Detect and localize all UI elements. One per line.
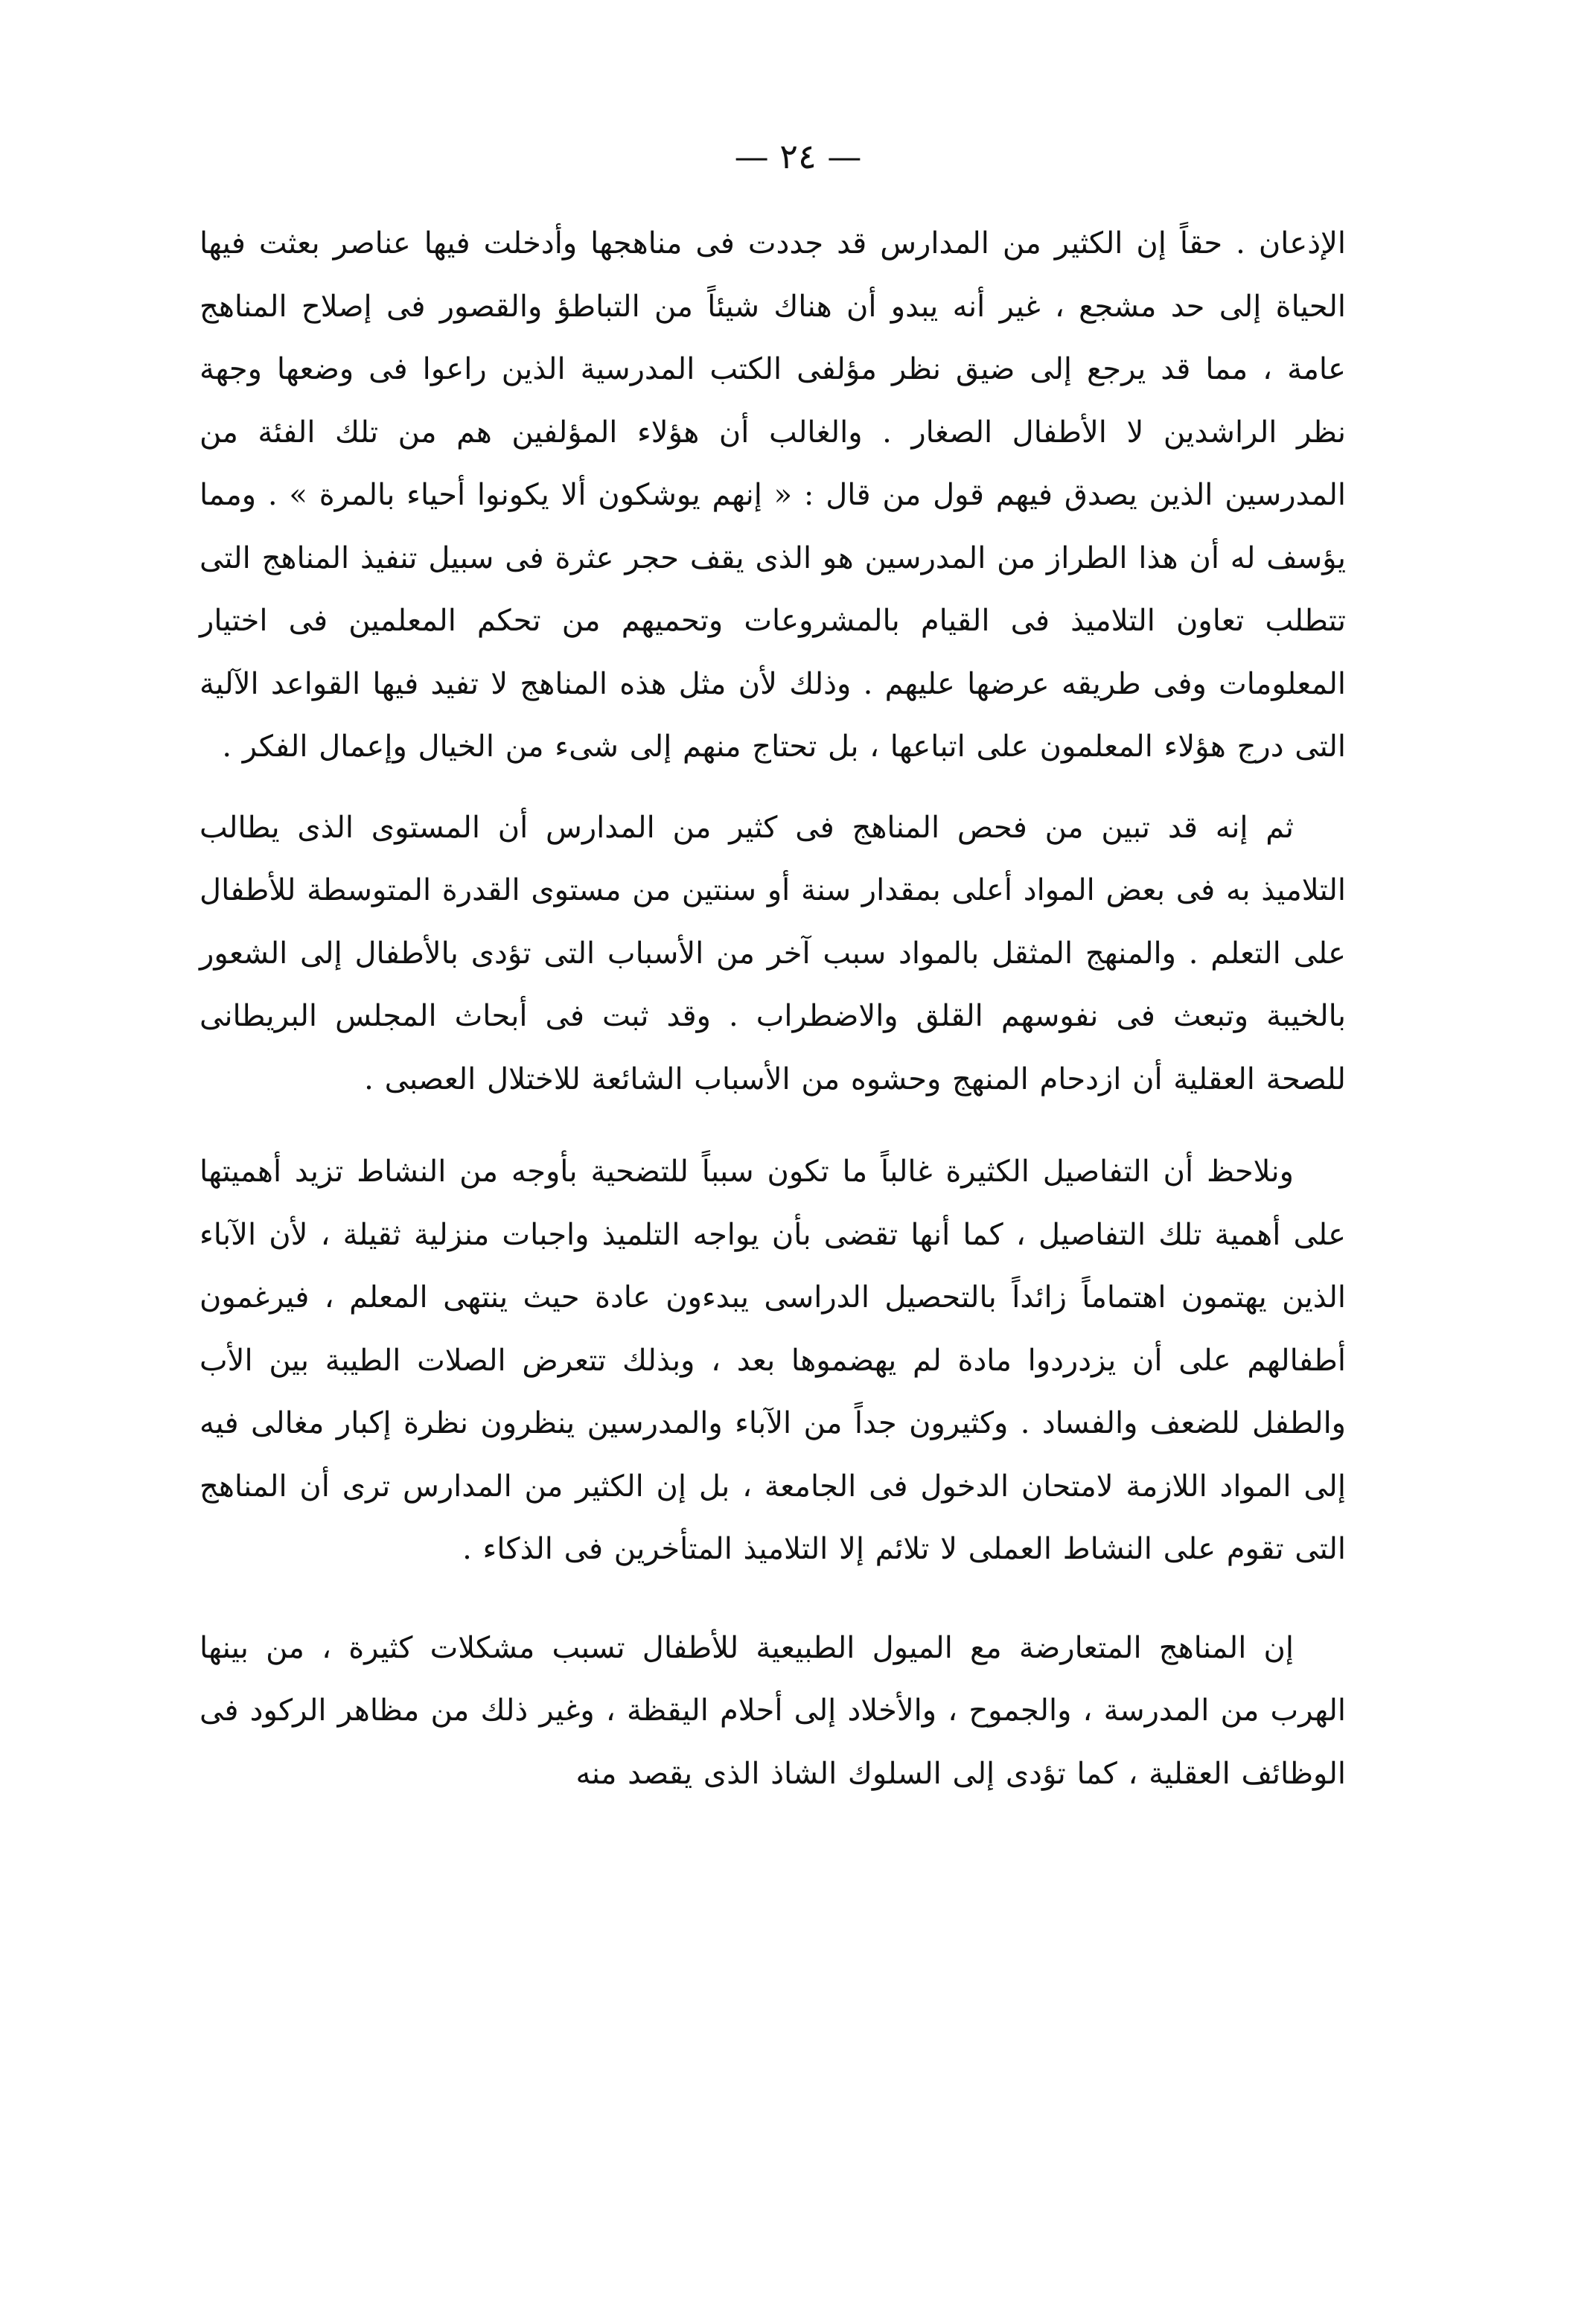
paragraph-4: إن المناهج المتعارضة مع الميول الطبيعية للأطفال تسبب مشكلات كثيرة ، من بينها الهرب من المدرسة ، والجموح ، والأخلاد إلى أحلام اليقظة ، وغير ذلك من مظاهر الركود فى الوظائف العقلية ، كما تؤدى إلى السلوك الشاذ الذى يقصد منه	[200, 1630, 1346, 1791]
body-text	[200, 212, 1346, 1805]
paragraph-2: ثم إنه قد تبين من فحص المناهج فى كثير من المدارس أن المستوى الذى يطالب التلاميذ به فى بعض المواد أعلى بمقدار سنة أو سنتين من مستوى القدرة المتوسطة للأطفال على التعلم . والمنهج المثقل بالمواد سبب آخر من الأسباب التى تؤدى بالأطفال إلى الشعور بالخيبة وتبعث فى نفوسهم القلق والاضطراب . وقد ثبت فى أبحاث المجلس البريطانى للصحة العقلية أن ازدحام المنهج وحشوه من الأسباب الشائعة للاختلال العصبى .	[200, 810, 1347, 1096]
paragraph-3: ونلاحظ أن التفاصيل الكثيرة غالباً ما تكون سبباً للتضحية بأوجه من النشاط تزيد أهميتها على أهمية تلك التفاصيل ، كما أنها تقضى بأن يواجه التلميذ واجبات منزلية ثقيلة ، لأن الآباء الذين يهتمون اهتماماً زائداً بالتحصيل الدراسى يبدءون عادة حيث ينتهى المعلم ، فيرغمون أطفالهم على أن يزدردوا مادة لم يهضموها بعد ، وبذلك تتعرض الصلات الطيبة بين الأب والطفل للضعف والفساد . وكثيرون جداً من الآباء والمدرسين ينظرون نظرة إكبار مغالى فيه إلى المواد اللازمة لامتحان الدخول فى الجامعة ، بل إن الكثير من المدارس ترى أن المناهج التى تقوم على النشاط العملى لا تلائم إلا التلاميذ المتأخرين فى الذكاء .	[200, 1155, 1346, 1566]
paragraph-1: الإذعان . حقاً إن الكثير من المدارس قد جددت فى مناهجها وأدخلت فيها عناصر بعثت فيها الحياة إلى حد مشجع ، غير أنه يبدو أن هناك شيئاً من التباطؤ والقصور فى إصلاح المناهج عامة ، مما قد يرجع إلى ضيق نظر مؤلفى الكتب المدرسية الذين راعوا فى وضعها وجهة نظر الراشدين لا الأطفال الصغار . والغالب أن هؤلاء المؤلفين هم من تلك الفئة من المدرسين الذين يصدق فيهم قول من قال : « إنهم يوشكون ألا يكونوا أحياء بالمرة » . ومما يؤسف له أن هذا الطراز من المدرسين هو الذى يقف حجر عثرة فى سبيل تنفيذ المناهج التى تتطلب تعاون التلاميذ فى القيام بالمشروعات وتحميهم من تحكم المعلمين فى اختيار المعلومات وفى طريقه عرضها عليهم . وذلك لأن مثل هذه المناهج لا تفيد فيها القواعد الآلية التى درج هؤلاء المعلمون على اتباعها ، بل تحتاج منهم إلى شىء من الخيال وإعمال الفكر .	[200, 226, 1346, 764]
page-number: — ٢٤ —	[734, 136, 862, 176]
